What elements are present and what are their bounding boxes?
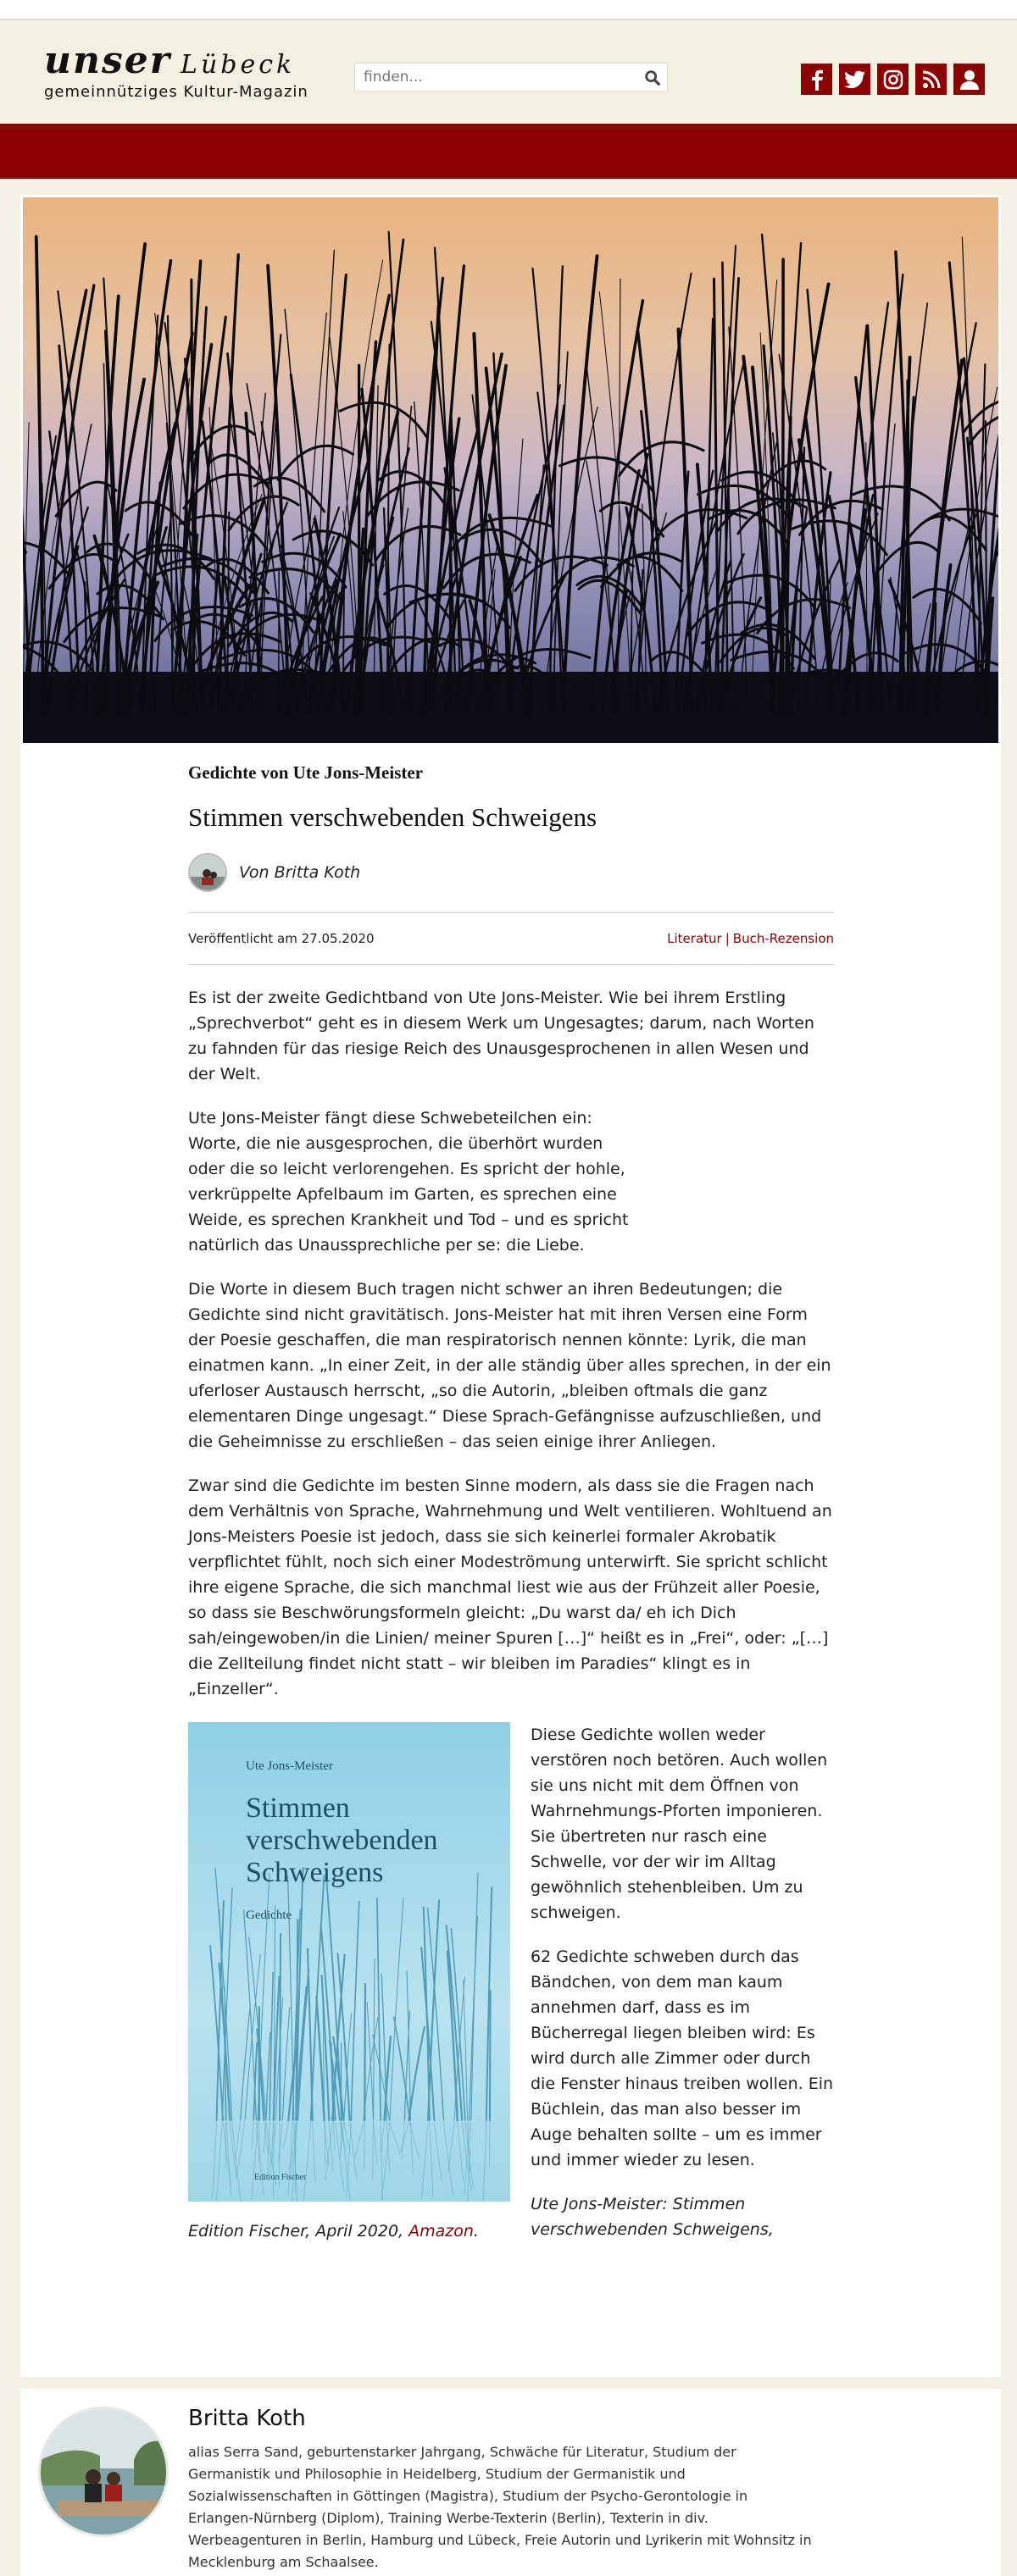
book-cover-title-3: Schweigens: [246, 1857, 384, 1888]
article-title: Stimmen verschwebenden Schweigens: [188, 802, 597, 832]
paragraph-3: [188, 1277, 834, 1454]
author-name[interactable]: Von Britta Koth: [239, 863, 361, 882]
book-reference-tail: [188, 2219, 479, 2244]
category-links: [667, 931, 834, 946]
article-card: [20, 195, 1001, 2377]
side-paragraph-2: 62 Gedichte schweben durch das Bändchen, von dem man kaum annehmen darf, dass es im Bücherregal liegen bleiben wird: Es wird durch alle Zimmer oder durch die Fenster hinaus treiben wollen. Ein Büchlein, das man also besser im Auge behalten sollte – um es immer und immer wieder zu lesen.: [531, 1947, 834, 2169]
article-kicker: Gedichte von Ute Jons-Meister: [188, 762, 424, 783]
book-cover-author: Ute Jons-Meister: [246, 1759, 333, 1773]
logo-city: Lübeck: [181, 50, 296, 80]
article-content: [188, 762, 834, 2247]
site-logo[interactable]: [44, 39, 308, 101]
book-cover-image: [188, 1722, 510, 2202]
logo-main: unser: [44, 39, 171, 82]
navigation-band: [0, 124, 1017, 179]
paragraph-1: Es ist der zweite Gedichtband von Ute Jons-Meister. Wie bei ihrem Erstling „Sprechverbot“ geht es in diesem Werk um Ungesagtes; darum, nach Worten zu fahnden für das riesige Reich des Unausgesprochenen in allen Wesen und der Welt.: [188, 989, 814, 1083]
paragraph-2: Ute Jons-Meister fängt diese Schwebeteilchen ein: Worte, die nie ausgesprochen, die überhört wurden oder die so leicht verlorengehen. Es spricht der hohle, verkrüppelte Apfelbaum im Garten, es sprechen eine Weide, es sprechen Krankheit und Tod – und es spricht natürlich das Unaussprechliche per se: die Liebe.: [188, 1109, 629, 1255]
site-header: [0, 19, 1017, 122]
book-section: [188, 1722, 834, 2247]
twitter-icon[interactable]: [839, 64, 870, 95]
search-icon[interactable]: [643, 69, 662, 87]
article-body: [188, 985, 834, 2247]
book-cover-genre: Gedichte: [246, 1908, 292, 1922]
facebook-icon[interactable]: [801, 64, 832, 95]
book-cover-publisher: Edition Fischer: [254, 2173, 307, 2182]
rss-icon[interactable]: [915, 64, 947, 95]
instagram-icon[interactable]: [877, 64, 909, 95]
book-text: [531, 1722, 834, 2242]
search-input[interactable]: [355, 64, 635, 91]
book-cover-title-1: Stimmen: [246, 1792, 350, 1824]
author-box: [20, 2389, 1001, 2576]
logo-subtitle: gemeinnütziges Kultur-Magazin: [44, 83, 308, 101]
amazon-link[interactable]: Amazon: [408, 2222, 474, 2241]
author-box-bio: alias Serra Sand, geburtenstarker Jahrgang, Schwäche für Literatur, Studium der Germanistik und Philosophie in Heidelberg, Studium der Germanistik und Sozialwissenschaften in Göttingen (Magistra), Studium der Psycho-Gerontologie in Erlangen-Nürnberg (Diplom), Training Werbe-Texterin (Berlin), Texterin in div. Werbeagenturen in Berlin, Hamburg und Lübeck, Freie Autorin und Lyrikerin mit Wohnsitz in Mecklenburg am Schaalsee.: [188, 2444, 812, 2570]
side-paragraph-1: Diese Gedichte wollen weder verstören noch betören. Auch wollen sie uns nicht mit dem Öffnen von Wahrnehmungs-Pforten imponieren. Sie übertreten nur rasch eine Schwelle, vor der wir im Alltag gewöhnlich stehenbleiben. Um zu schweigen.: [531, 1726, 828, 1922]
book-cover-title-2: verschwebenden: [246, 1825, 438, 1856]
author-box-name[interactable]: Britta Koth: [188, 2406, 306, 2431]
category-separator: |: [725, 931, 730, 946]
publish-date: Veröffentlicht am 27.05.2020: [188, 931, 375, 946]
author-box-avatar[interactable]: [38, 2407, 169, 2537]
category-link-buch-rezension[interactable]: Buch-Rezension: [732, 931, 834, 946]
reference-end: .: [473, 2222, 479, 2241]
search-box: [354, 63, 668, 91]
user-icon[interactable]: [953, 64, 985, 95]
paragraph-4: Zwar sind die Gedichte im besten Sinne modern, als dass sie die Fragen nach dem Verhältnis von Sprache, Wahrnehmung und Welt ventilieren. Wohltuend an Jons-Meisters Poesie ist jedoch, dass sie sich keinerlei formaler Akrobatik verpflichtet fühlt, noch sich einer Modeströmung unterwirft. Sie spricht schlicht ihre eigene Sprache, die sich manchmal liest wie aus der Frühzeit aller Poesie, so dass sie Beschwörungsformeln gleicht: „Du warst da/ eh ich Dich sah/eingewoben/in die Linien/ meiner Spuren […]“ heißt es in „Frei“, oder: „[…] die Zellteilung findet nicht statt – wir bleiben im Paradies“ klingt es in „Einzeller“.: [188, 1476, 832, 1698]
category-link-literatur[interactable]: Literatur: [667, 931, 722, 946]
avatar[interactable]: [188, 853, 227, 892]
book-reference-publisher: Edition Fischer, April 2020,: [188, 2222, 404, 2241]
article-meta: [188, 912, 834, 965]
author-byline: [188, 853, 834, 892]
social-links: [801, 64, 985, 95]
paragraph-3-text: Die Worte in diesem Buch tragen nicht schwer an ihren Bedeutungen; die Gedichte sind nicht gravitätisch. Jons-Meister hat mit ihren Versen eine Form der Poesie geschaffen, die man respiratorisch nennen könnte: Lyrik, die man einatmen kann. „In einer Zeit, in der alle ständig über alles sprechen, in der ein uferloser Austausch herrscht, „so die Autorin, „bleiben oftmals die ganz elementaren Dinge ungesagt.“ Diese Sprach-Gefängnisse aufzuschließen, und die Geheimnisse zu erschließen – das seien einige ihrer Anliegen.: [188, 1280, 831, 1451]
book-reference: Ute Jons-Meister: Stimmen verschwebenden Schweigens,: [531, 2195, 774, 2239]
hero-image: [23, 197, 998, 743]
